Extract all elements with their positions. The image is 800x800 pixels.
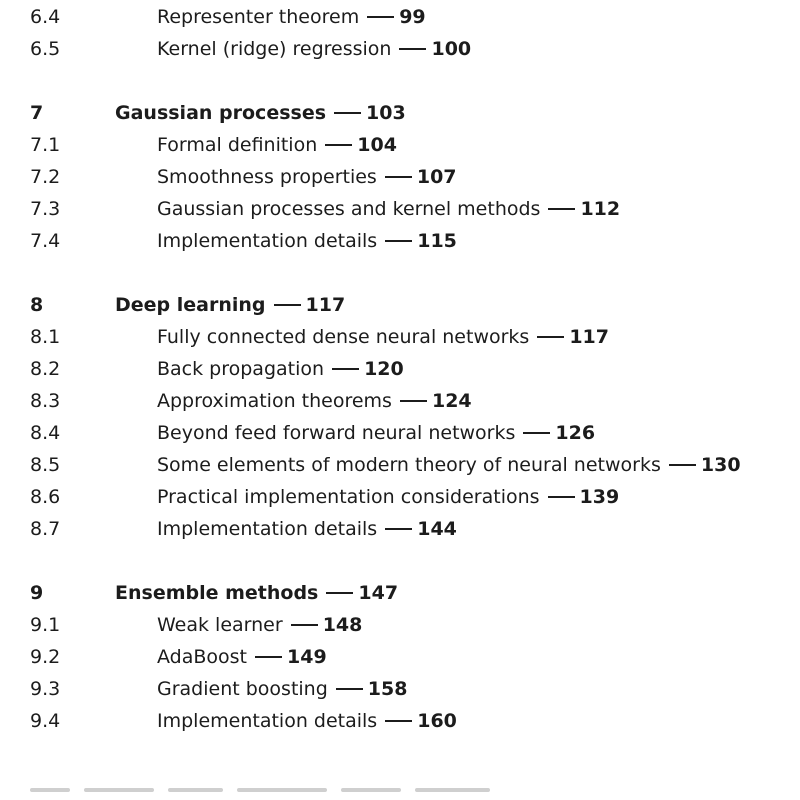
toc-entry-page-number: 100 <box>431 38 472 60</box>
toc-entry-title: Beyond feed forward neural networks <box>157 422 516 444</box>
em-dash-separator <box>385 240 412 242</box>
toc-entry-page-number: 149 <box>287 646 327 668</box>
toc-entry-number: 9.4 <box>30 710 61 732</box>
toc-entry-number: 9.2 <box>30 646 61 668</box>
em-dash-separator <box>325 144 352 146</box>
toc-entry-text <box>157 4 426 30</box>
toc-entry-text <box>157 356 404 382</box>
toc-entry-number: 7.3 <box>30 198 61 220</box>
toc-entry-number: 6.4 <box>30 6 61 28</box>
toc-entry-text <box>157 484 619 510</box>
toc-entry-text <box>157 36 471 62</box>
em-dash-separator <box>336 688 363 690</box>
em-dash-separator <box>385 176 412 178</box>
em-dash-separator <box>669 464 696 466</box>
toc-entry-title: Some elements of modern theory of neural networks <box>157 454 661 476</box>
toc-entry-number: 7.2 <box>30 166 61 188</box>
toc-entry-title: Practical implementation considerations <box>157 486 540 508</box>
toc-entry-page-number: 107 <box>416 166 457 188</box>
toc-entry-title: Fully connected dense neural networks <box>157 326 530 348</box>
toc-entry-number: 9 <box>30 582 44 604</box>
em-dash-separator <box>291 624 318 626</box>
toc-entry-page-number: 139 <box>579 486 620 508</box>
toc-entry-number: 8.4 <box>30 422 61 444</box>
toc-entry-page-number: 124 <box>431 390 472 412</box>
toc-entry-text <box>157 324 609 350</box>
em-dash-separator <box>399 48 426 50</box>
em-dash-separator <box>332 368 359 370</box>
toc-entry-title: Smoothness properties <box>157 166 377 188</box>
toc-entry-number: 8.3 <box>30 390 61 412</box>
toc-entry-page-number: 112 <box>580 198 621 220</box>
toc-entry-page-number: 130 <box>700 454 741 476</box>
toc-entry-title: Ensemble methods <box>115 582 319 604</box>
toc-entry-text <box>157 644 327 670</box>
toc-entry-text <box>115 100 406 126</box>
toc-entry-number: 9.1 <box>30 614 61 636</box>
toc-entry-text <box>157 612 362 638</box>
toc-entry-title: Implementation details <box>157 230 378 252</box>
toc-entry-text <box>157 420 595 446</box>
toc-entry-page-number: 104 <box>357 134 397 156</box>
toc-entry-text <box>157 388 472 414</box>
toc-entry-number: 9.3 <box>30 678 61 700</box>
toc-entry-title: Gradient boosting <box>157 678 328 700</box>
toc-entry-page-number: 126 <box>555 422 596 444</box>
toc-entry-number: 7.1 <box>30 134 61 156</box>
em-dash-separator <box>385 720 412 722</box>
toc-entry-title: Kernel (ridge) regression <box>157 38 392 60</box>
toc-entry-page-number: 120 <box>364 358 404 380</box>
em-dash-separator <box>523 432 550 434</box>
em-dash-separator <box>367 16 394 18</box>
em-dash-separator <box>548 496 575 498</box>
em-dash-separator <box>537 336 564 338</box>
toc-entry-page-number: 117 <box>569 326 609 348</box>
toc-entry-text <box>157 452 741 478</box>
toc-entry-title: Weak learner <box>157 614 283 636</box>
toc-entry-number: 8.1 <box>30 326 61 348</box>
em-dash-separator <box>274 304 301 306</box>
toc-entry-number: 6.5 <box>30 38 61 60</box>
toc-entry-title: Approximation theorems <box>157 390 392 412</box>
cut-off-text-line <box>30 788 550 800</box>
toc-entry-page-number: 147 <box>358 582 399 604</box>
toc-entry-text <box>157 516 457 542</box>
toc-entry-text <box>157 228 457 254</box>
toc-entry-number: 7.4 <box>30 230 61 252</box>
toc-entry-page-number: 117 <box>305 294 346 316</box>
toc-entry-number: 8.6 <box>30 486 61 508</box>
toc-entry-number: 8.5 <box>30 454 61 476</box>
toc-entry-text <box>157 196 620 222</box>
em-dash-separator <box>400 400 427 402</box>
toc-entry-text <box>157 164 457 190</box>
toc-entry-page-number: 115 <box>417 230 457 252</box>
toc-entry-title: Gaussian processes and kernel methods <box>157 198 541 220</box>
em-dash-separator <box>334 112 361 114</box>
toc-entry-page-number: 103 <box>366 102 406 124</box>
toc-entry-page-number: 144 <box>417 518 457 540</box>
toc-entry-title: Representer theorem <box>157 6 360 28</box>
em-dash-separator <box>326 592 353 594</box>
toc-entry-title: Deep learning <box>115 294 266 316</box>
toc-entry-text <box>157 676 407 702</box>
toc-entry-title: Implementation details <box>157 518 378 540</box>
toc-entry-text <box>115 292 345 318</box>
toc-entry-title: Formal definition <box>157 134 318 156</box>
toc-entry-number: 7 <box>30 102 44 124</box>
toc-entry-page-number: 148 <box>322 614 363 636</box>
toc-entry-text <box>157 708 457 734</box>
toc-entry-title: Gaussian processes <box>115 102 327 124</box>
toc-entry-title: AdaBoost <box>157 646 247 668</box>
toc-entry-page-number: 158 <box>367 678 408 700</box>
toc-entry-page-number: 99 <box>399 6 426 28</box>
em-dash-separator <box>548 208 575 210</box>
toc-entry-text <box>157 132 397 158</box>
toc-entry-page-number: 160 <box>417 710 457 732</box>
em-dash-separator <box>385 528 412 530</box>
toc-entry-title: Back propagation <box>157 358 325 380</box>
toc-entry-number: 8.2 <box>30 358 61 380</box>
toc-entry-number: 8.7 <box>30 518 61 540</box>
toc-entry-title: Implementation details <box>157 710 378 732</box>
em-dash-separator <box>255 656 282 658</box>
toc-entry-text <box>115 580 398 606</box>
toc-entry-number: 8 <box>30 294 44 316</box>
